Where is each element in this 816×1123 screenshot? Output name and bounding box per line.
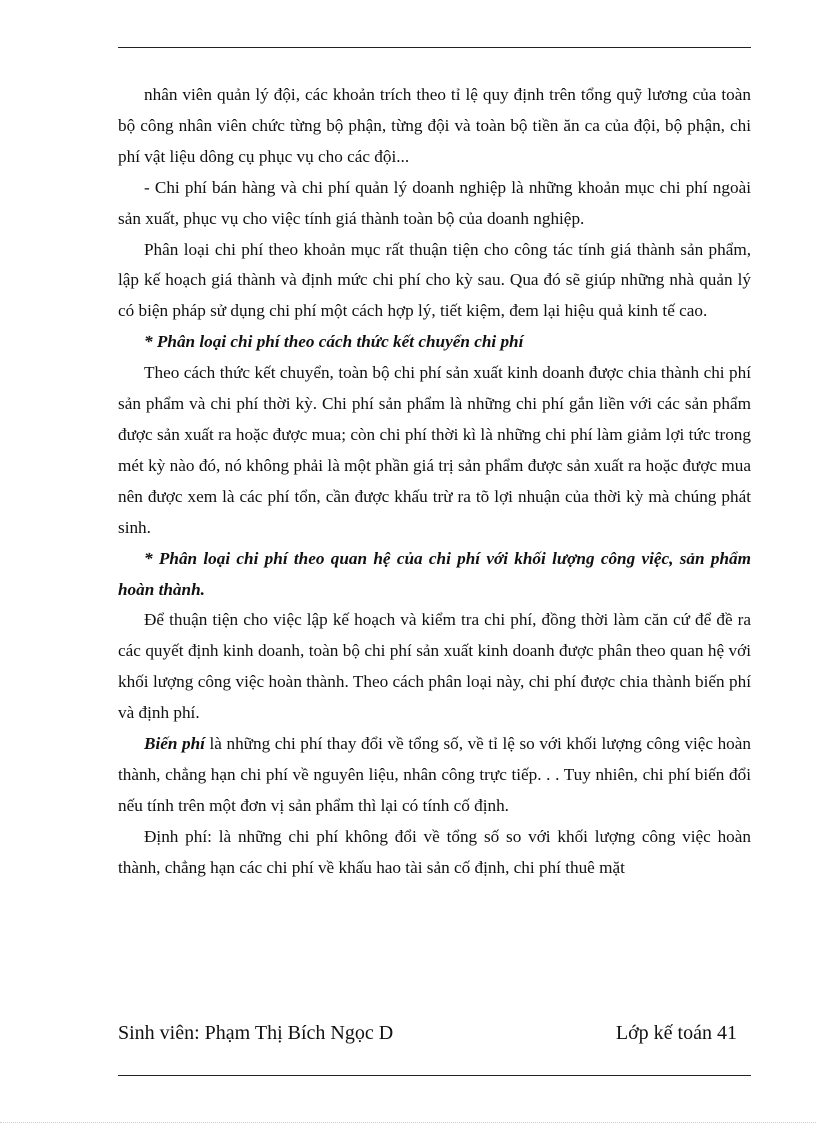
paragraph bbox=[118, 729, 751, 822]
footer-student-name: Sinh viên: Phạm Thị Bích Ngọc D bbox=[118, 1022, 394, 1044]
term-definition: là những chi phí thay đổi về tổng số, về tỉ lệ so với khối lượng công việc hoàn thành, chẳng hạn chi phí về nguyên liệu, nhân công trực tiếp. . . Tuy nhiên, chi phí biến đổi nếu tính trên một đơn vị sản phẩm thì lại có tính cố định. bbox=[118, 734, 751, 815]
document-body bbox=[118, 80, 751, 884]
paragraph: - Chi phí bán hàng và chi phí quản lý doanh nghiệp là những khoản mục chi phí ngoài sản xuất, phục vụ cho việc tính giá thành toàn bộ của doanh nghiệp. bbox=[118, 177, 751, 228]
header-rule bbox=[118, 47, 751, 48]
section-heading: * Phân loại chi phí theo cách thức kết chuyển chi phí bbox=[144, 332, 524, 352]
paragraph: Định phí: là những chi phí không đổi về tổng số so với khối lượng công việc hoàn thành, chẳng hạn các chi phí về khấu hao tài sản cố định, chi phí thuê mặt bbox=[118, 826, 751, 877]
section-heading: * Phân loại chi phí theo quan hệ của chi phí với khối lượng công việc, sản phẩm hoàn thành. bbox=[118, 548, 751, 599]
footer-rule bbox=[118, 1075, 751, 1076]
paragraph: Phân loại chi phí theo khoản mục rất thuận tiện cho công tác tính giá thành sản phẩm, lập kế hoạch giá thành và định mức chi phí cho kỳ sau. Qua đó sẽ giúp những nhà quản lý có biện pháp sử dụng chi phí một cách hợp lý, tiết kiệm, đem lại hiệu quả kinh tế cao. bbox=[118, 239, 751, 321]
footer-class-name: Lớp kế toán 41 bbox=[615, 1022, 737, 1044]
paragraph: Theo cách thức kết chuyển, toàn bộ chi phí sản xuất kinh doanh được chia thành chi phí sản phẩm và chi phí thời kỳ. Chi phí sản phẩm là những chi phí gắn liền với các sản phẩm được sản xuất ra hoặc được mua; còn chi phí thời kì là những chi phí làm giảm lợi tức trong mét kỳ nào đó, nó không phải là một phần giá trị sản phẩm được sản xuất ra hoặc được mua nên được xem là các phí tổn, cần được khấu trừ ra tõ lợi nhuận của thời kỳ mà chúng phát sinh. bbox=[118, 363, 751, 537]
term-bien-phi: Biến phí bbox=[144, 734, 205, 754]
paragraph: Để thuận tiện cho việc lập kế hoạch và kiểm tra chi phí, đồng thời làm căn cứ để đề ra các quyết định kinh doanh, toàn bộ chi phí sản xuất kinh doanh được phân theo quan hệ với khối lượng công việc hoàn thành. Theo cách phân loại này, chi phí được chia thành biến phí và định phí. bbox=[118, 610, 751, 723]
paragraph: nhân viên quản lý đội, các khoản trích theo tỉ lệ quy định trên tổng quỹ lương của toàn bộ công nhân viên chức từng bộ phận, từng đội và toàn bộ tiền ăn ca của đội, bộ phận, chi phí vật liệu dông cụ phục vụ cho các đội... bbox=[118, 85, 751, 166]
